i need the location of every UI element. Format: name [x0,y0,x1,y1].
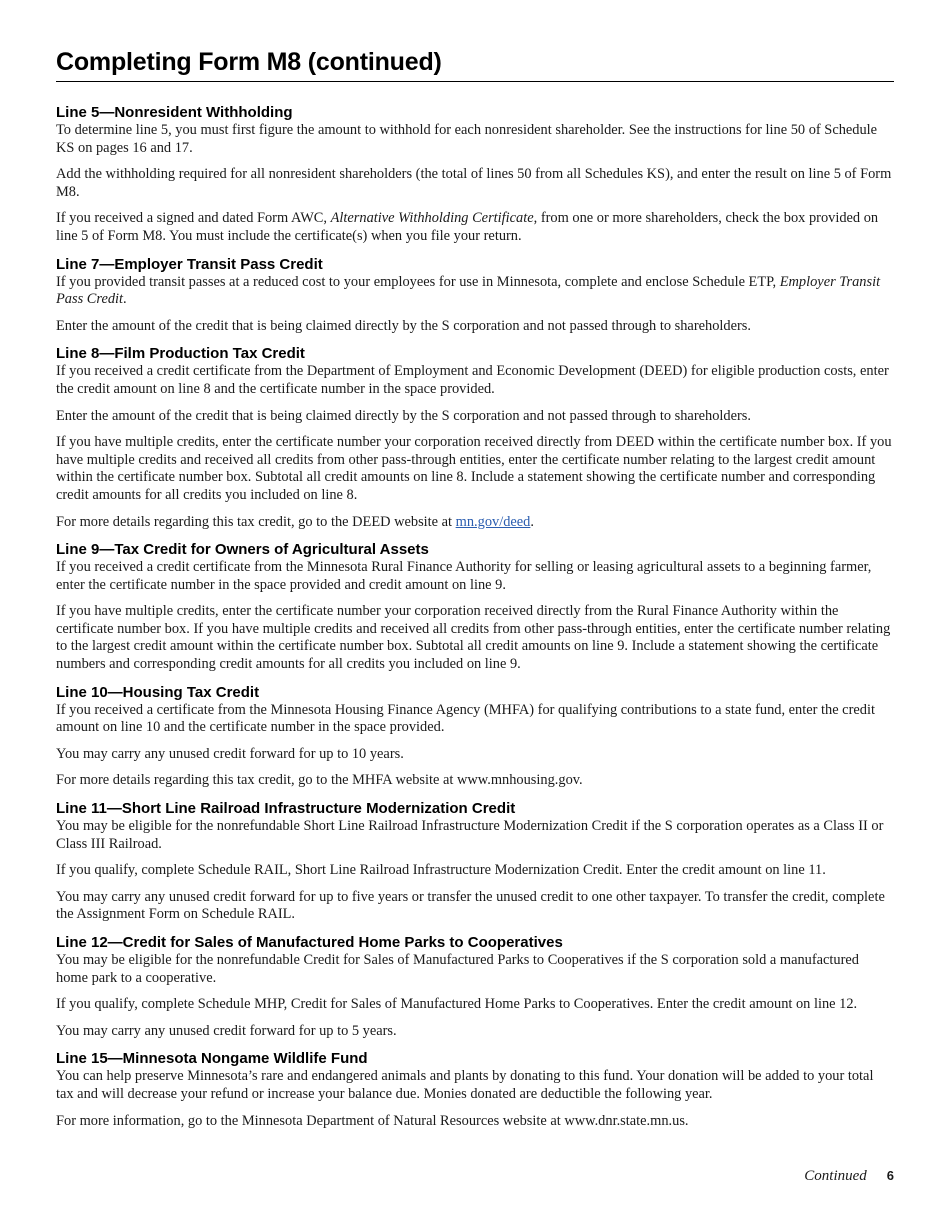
paragraph: For more information, go to the Minnesota Department of Natural Resources website at www.dnr.state.mn.us. [56,1112,689,1129]
paragraph: You may be eligible for the nonrefundable Short Line Railroad Infrastructure Modernization Credit if the S corporation operates as a Class II or Class III Railroad. [56,818,884,852]
form-title-italic: Employer Transit Pass Credit [56,273,881,308]
paragraph: If you qualify, complete Schedule MHP, Credit for Sales of Manufactured Home Parks to Cooperatives. Enter the credit amount on line 12. [56,996,858,1013]
paragraph: If you received a certificate from the Minnesota Housing Finance Agency (MHFA) for qualifying contributions to a state fund, enter the credit amount on line 10 and the certificate number in the space provided. [56,701,875,736]
page-footer [804,1168,894,1185]
paragraph: You may carry any unused credit forward for up to 10 years. [56,745,404,762]
section-line-11 [56,800,894,924]
paragraph: Enter the amount of the credit that is being claimed directly by the S corporation and not passed through to shareholders. [56,407,751,424]
section-line-15 [56,1050,894,1130]
paragraph: If you received a credit certificate from the Minnesota Rural Finance Authority for selling or leasing agricultural assets to a beginning farmer, enter the certificate number in the space provided and credit amount on line 9. [56,559,872,593]
paragraph: If you received a credit certificate from the Department of Employment and Economic Development (DEED) for eligible production costs, enter the credit amount on line 8 and the certificate number in the space provided. [56,363,889,397]
paragraph: To determine line 5, you must first figure the amount to withhold for each nonresident shareholder. See the instructions for line 50 of Schedule KS on pages 16 and 17. [56,122,878,156]
section-line-7 [56,256,894,336]
document-page [56,48,894,1130]
section-heading: Line 7—Employer Transit Pass Credit [56,255,323,273]
section-heading: Line 15—Minnesota Nongame Wildlife Fund [56,1050,368,1068]
paragraph: Enter the amount of the credit that is being claimed directly by the S corporation and not passed through to shareholders. [56,317,751,334]
paragraph: If you received a signed and dated Form AWC, Alternative Withholding Certificate, from one or more shareholders, check the box provided on line 5 of Form M8. You must include the certificate(s) when you file your return. [56,210,879,244]
deed-website-link[interactable]: mn.gov/deed [455,513,531,530]
section-heading: Line 10—Housing Tax Credit [56,683,260,701]
section-heading: Line 9—Tax Credit for Owners of Agricultural Assets [56,541,429,559]
paragraph: For more details regarding this tax credit, go to the MHFA website at www.mnhousing.gov. [56,772,583,789]
section-heading: Line 5—Nonresident Withholding [56,104,293,121]
continued-label: Continued [804,1168,867,1184]
section-line-12 [56,934,894,1040]
paragraph: For more details regarding this tax credit, go to the DEED website at mn.gov/deed. [56,513,534,530]
paragraph: If you provided transit passes at a reduced cost to your employees for use in Minnesota, complete and enclose Schedule ETP, Employer Transit Pass Credit. [56,273,881,308]
paragraph: Add the withholding required for all nonresident shareholders (the total of lines 50 from all Schedules KS), and enter the result on line 5 of Form M8. [56,166,892,200]
section-line-9 [56,541,894,674]
form-title-italic: Alternative Withholding Certificate [330,210,534,227]
paragraph: If you have multiple credits, enter the certificate number your corporation received directly from the Rural Finance Authority within the certificate number box. If you have multiple credits and received all credits from other pass-through entities, enter the certificate number relating to the largest credit amount within the certificate number box. Subtotal all credit amounts on line 9. Include a statement showing the certificate numbers and corresponding credit amounts for all credits you included on line 9. [56,603,891,673]
section-line-8 [56,345,894,531]
section-heading: Line 8—Film Production Tax Credit [56,345,305,363]
paragraph: You may be eligible for the nonrefundable Credit for Sales of Manufactured Parks to Cooperatives if the S corporation sold a manufactured home park to a cooperative. [56,952,859,986]
page-number: 6 [886,1168,894,1183]
paragraph: You may carry any unused credit forward for up to five years or transfer the unused credit to one other taxpayer. To transfer the credit, complete the Assignment Form on Schedule RAIL. [56,888,885,923]
section-heading: Line 11—Short Line Railroad Infrastructure Modernization Credit [56,800,516,818]
section-line-5 [56,104,894,246]
section-heading: Line 12—Credit for Sales of Manufactured Home Parks to Cooperatives [56,934,563,951]
paragraph: You may carry any unused credit forward for up to 5 years. [56,1022,397,1039]
paragraph: If you qualify, complete Schedule RAIL, Short Line Railroad Infrastructure Modernization Credit. Enter the credit amount on line 11. [56,862,826,879]
page-title: Completing Form M8 (continued) [56,48,894,82]
paragraph: You can help preserve Minnesota’s rare and endangered animals and plants by donating to this fund. Your donation will be added to your total tax and will decrease your refund or increase your balance due. Monies donated are deductible the following year. [56,1068,874,1102]
paragraph: If you have multiple credits, enter the certificate number your corporation received directly from DEED within the certificate number box. If you have multiple credits and received all credits from other pass-through entities, enter the certificate number relating to the largest credit amount within the certificate number box. Subtotal all credit amounts on line 8. Include a statement showing the certificate number and corresponding credit amounts for all credits you included on line 8. [56,434,892,503]
section-line-10 [56,684,894,790]
